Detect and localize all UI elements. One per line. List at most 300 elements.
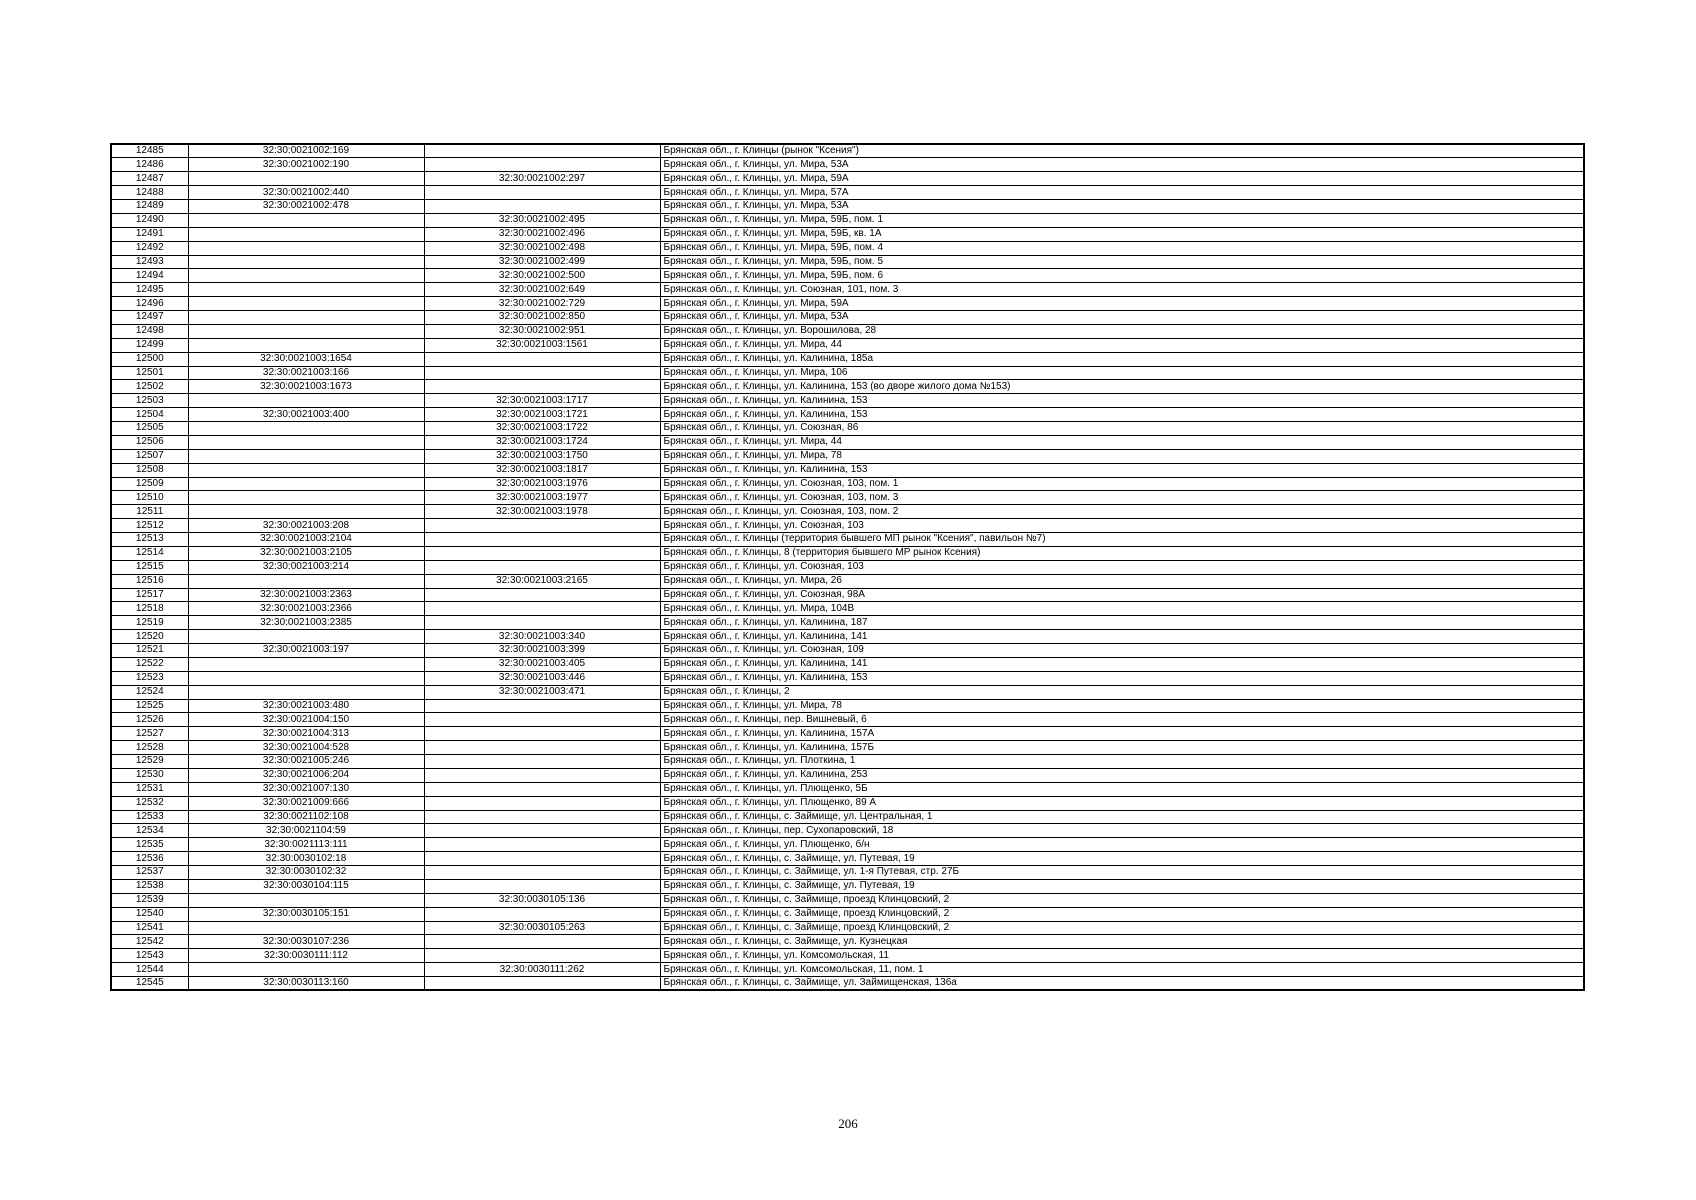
building-cadastral-number-cell: 32:30:0021003:1750 (424, 449, 660, 463)
building-cadastral-number-cell: 32:30:0021002:297 (424, 172, 660, 186)
address-cell: Брянская обл., г. Клинцы, с. Займище, ул. Займищенская, 136а (660, 977, 1584, 991)
address-cell: Брянская обл., г. Клинцы, ул. Мира, 53А (660, 311, 1584, 325)
table-row (111, 657, 1584, 671)
row-number-cell: 12524 (111, 685, 188, 699)
building-cadastral-number-cell: 32:30:0021003:1724 (424, 435, 660, 449)
row-number-cell: 12507 (111, 449, 188, 463)
address-cell: Брянская обл., г. Клинцы, ул. Мира, 59А (660, 172, 1584, 186)
table-row (111, 824, 1584, 838)
address-cell: Брянская обл., г. Клинцы, ул. Союзная, 103, пом. 3 (660, 491, 1584, 505)
cadastral-number-cell (188, 449, 424, 463)
address-cell: Брянская обл., г. Клинцы, с. Займище, ул. Путевая, 19 (660, 852, 1584, 866)
cadastral-number-cell (188, 422, 424, 436)
table-row (111, 227, 1584, 241)
cadastral-number-cell (188, 463, 424, 477)
address-cell: Брянская обл., г. Клинцы, ул. Мира, 59Б, кв. 1А (660, 227, 1584, 241)
row-number-cell: 12491 (111, 227, 188, 241)
building-cadastral-number-cell (424, 852, 660, 866)
cadastral-number-cell (188, 255, 424, 269)
address-cell: Брянская обл., г. Клинцы, ул. Комсомольская, 11, пом. 1 (660, 963, 1584, 977)
row-number-cell: 12499 (111, 338, 188, 352)
table-row (111, 755, 1584, 769)
building-cadastral-number-cell (424, 380, 660, 394)
row-number-cell: 12488 (111, 186, 188, 200)
row-number-cell: 12530 (111, 768, 188, 782)
address-cell: Брянская обл., г. Клинцы, с. Займище, ул. 1-я Путевая, стр. 27Б (660, 866, 1584, 880)
row-number-cell: 12538 (111, 879, 188, 893)
cadastral-number-cell: 32:30:0021003:197 (188, 644, 424, 658)
building-cadastral-number-cell: 32:30:0021003:1977 (424, 491, 660, 505)
cadastral-number-cell (188, 574, 424, 588)
cadastral-number-cell: 32:30:0021007:130 (188, 782, 424, 796)
row-number-cell: 12502 (111, 380, 188, 394)
row-number-cell: 12541 (111, 921, 188, 935)
cadastral-number-cell (188, 311, 424, 325)
building-cadastral-number-cell: 32:30:0021002:496 (424, 227, 660, 241)
building-cadastral-number-cell (424, 879, 660, 893)
table-row (111, 144, 1584, 158)
address-cell: Брянская обл., г. Клинцы, ул. Мира, 59А (660, 297, 1584, 311)
registry-table-body (111, 144, 1584, 990)
cadastral-number-cell (188, 491, 424, 505)
table-row (111, 699, 1584, 713)
cadastral-number-cell (188, 685, 424, 699)
cadastral-number-cell: 32:30:0021003:2105 (188, 546, 424, 560)
table-row (111, 338, 1584, 352)
cadastral-number-cell: 32:30:0021003:2385 (188, 616, 424, 630)
row-number-cell: 12485 (111, 144, 188, 158)
table-row (111, 630, 1584, 644)
table-row (111, 935, 1584, 949)
cadastral-number-cell: 32:30:0021003:2366 (188, 602, 424, 616)
building-cadastral-number-cell: 32:30:0021003:1817 (424, 463, 660, 477)
building-cadastral-number-cell: 32:30:0021002:500 (424, 269, 660, 283)
address-cell: Брянская обл., г. Клинцы (рынок "Ксения") (660, 144, 1584, 158)
row-number-cell: 12506 (111, 435, 188, 449)
building-cadastral-number-cell: 32:30:0021003:1561 (424, 338, 660, 352)
address-cell: Брянская обл., г. Клинцы, ул. Союзная, 103 (660, 519, 1584, 533)
address-cell: Брянская обл., г. Клинцы (территория бывшего МП рынок "Ксения", павильон №7) (660, 533, 1584, 547)
building-cadastral-number-cell: 32:30:0021003:1721 (424, 408, 660, 422)
building-cadastral-number-cell (424, 949, 660, 963)
address-cell: Брянская обл., г. Клинцы, ул. Калинина, 253 (660, 768, 1584, 782)
cadastral-number-cell (188, 283, 424, 297)
building-cadastral-number-cell (424, 158, 660, 172)
row-number-cell: 12520 (111, 630, 188, 644)
cadastral-number-cell: 32:30:0021003:480 (188, 699, 424, 713)
cadastral-number-cell: 32:30:0030102:18 (188, 852, 424, 866)
row-number-cell: 12529 (111, 755, 188, 769)
table-row (111, 352, 1584, 366)
address-cell: Брянская обл., г. Клинцы, ул. Мира, 44 (660, 338, 1584, 352)
row-number-cell: 12494 (111, 269, 188, 283)
table-row (111, 519, 1584, 533)
address-cell: Брянская обл., г. Клинцы, ул. Комсомольская, 11 (660, 949, 1584, 963)
cadastral-number-cell: 32:30:0030104:115 (188, 879, 424, 893)
building-cadastral-number-cell (424, 546, 660, 560)
cadastral-number-cell: 32:30:0021006:204 (188, 768, 424, 782)
table-row (111, 921, 1584, 935)
cadastral-number-cell: 32:30:0021003:1673 (188, 380, 424, 394)
table-row (111, 172, 1584, 186)
address-cell: Брянская обл., г. Клинцы, ул. Мира, 106 (660, 366, 1584, 380)
row-number-cell: 12543 (111, 949, 188, 963)
row-number-cell: 12496 (111, 297, 188, 311)
row-number-cell: 12522 (111, 657, 188, 671)
address-cell: Брянская обл., г. Клинцы, ул. Калинина, 153 (660, 671, 1584, 685)
cadastral-number-cell: 32:30:0021003:400 (188, 408, 424, 422)
cadastral-number-cell: 32:30:0030113:160 (188, 977, 424, 991)
table-row (111, 186, 1584, 200)
cadastral-number-cell: 32:30:0021002:190 (188, 158, 424, 172)
cadastral-number-cell (188, 269, 424, 283)
row-number-cell: 12511 (111, 505, 188, 519)
building-cadastral-number-cell: 32:30:0021002:729 (424, 297, 660, 311)
registry-table (110, 143, 1585, 991)
building-cadastral-number-cell: 32:30:0021003:1717 (424, 394, 660, 408)
row-number-cell: 12498 (111, 324, 188, 338)
row-number-cell: 12536 (111, 852, 188, 866)
cadastral-number-cell: 32:30:0021003:208 (188, 519, 424, 533)
row-number-cell: 12531 (111, 782, 188, 796)
building-cadastral-number-cell (424, 755, 660, 769)
table-row (111, 477, 1584, 491)
address-cell: Брянская обл., г. Клинцы, ул. Мира, 44 (660, 435, 1584, 449)
building-cadastral-number-cell (424, 727, 660, 741)
table-row (111, 283, 1584, 297)
table-row (111, 491, 1584, 505)
address-cell: Брянская обл., г. Клинцы, ул. Мира, 57А (660, 186, 1584, 200)
building-cadastral-number-cell: 32:30:0021002:649 (424, 283, 660, 297)
address-cell: Брянская обл., г. Клинцы, ул. Калинина, 153 (во дворе жилого дома №153) (660, 380, 1584, 394)
building-cadastral-number-cell (424, 602, 660, 616)
building-cadastral-number-cell: 32:30:0030111:262 (424, 963, 660, 977)
table-row (111, 949, 1584, 963)
cadastral-number-cell (188, 657, 424, 671)
row-number-cell: 12517 (111, 588, 188, 602)
address-cell: Брянская обл., г. Клинцы, 8 (территория бывшего МР рынок Ксения) (660, 546, 1584, 560)
row-number-cell: 12539 (111, 893, 188, 907)
building-cadastral-number-cell: 32:30:0021003:471 (424, 685, 660, 699)
table-row (111, 852, 1584, 866)
row-number-cell: 12518 (111, 602, 188, 616)
address-cell: Брянская обл., г. Клинцы, ул. Ворошилова, 28 (660, 324, 1584, 338)
table-row (111, 893, 1584, 907)
table-row (111, 713, 1584, 727)
address-cell: Брянская обл., г. Клинцы, с. Займище, проезд Клинцовский, 2 (660, 893, 1584, 907)
row-number-cell: 12540 (111, 907, 188, 921)
building-cadastral-number-cell (424, 519, 660, 533)
cadastral-number-cell (188, 227, 424, 241)
address-cell: Брянская обл., г. Клинцы, ул. Мира, 26 (660, 574, 1584, 588)
cadastral-number-cell: 32:30:0030105:151 (188, 907, 424, 921)
table-row (111, 977, 1584, 991)
address-cell: Брянская обл., г. Клинцы, ул. Мира, 78 (660, 449, 1584, 463)
building-cadastral-number-cell (424, 588, 660, 602)
cadastral-number-cell (188, 630, 424, 644)
row-number-cell: 12533 (111, 810, 188, 824)
building-cadastral-number-cell (424, 782, 660, 796)
cadastral-number-cell (188, 435, 424, 449)
table-row (111, 200, 1584, 214)
row-number-cell: 12534 (111, 824, 188, 838)
table-row (111, 685, 1584, 699)
row-number-cell: 12527 (111, 727, 188, 741)
table-row (111, 879, 1584, 893)
cadastral-number-cell (188, 963, 424, 977)
address-cell: Брянская обл., г. Клинцы, ул. Плющенко, 5Б (660, 782, 1584, 796)
address-cell: Брянская обл., г. Клинцы, с. Займище, ул. Путевая, 19 (660, 879, 1584, 893)
address-cell: Брянская обл., г. Клинцы, ул. Калинина, 157Б (660, 741, 1584, 755)
table-row (111, 463, 1584, 477)
address-cell: Брянская обл., г. Клинцы, ул. Калинина, 157А (660, 727, 1584, 741)
cadastral-number-cell (188, 505, 424, 519)
address-cell: Брянская обл., г. Клинцы, ул. Калинина, 153 (660, 394, 1584, 408)
address-cell: Брянская обл., г. Клинцы, ул. Мира, 104В (660, 602, 1584, 616)
cadastral-number-cell: 32:30:0021002:478 (188, 200, 424, 214)
building-cadastral-number-cell: 32:30:0030105:263 (424, 921, 660, 935)
table-row (111, 644, 1584, 658)
table-row (111, 366, 1584, 380)
row-number-cell: 12510 (111, 491, 188, 505)
building-cadastral-number-cell (424, 810, 660, 824)
address-cell: Брянская обл., г. Клинцы, с. Займище, ул. Центральная, 1 (660, 810, 1584, 824)
row-number-cell: 12487 (111, 172, 188, 186)
building-cadastral-number-cell (424, 935, 660, 949)
cadastral-number-cell: 32:30:0021003:2104 (188, 533, 424, 547)
address-cell: Брянская обл., г. Клинцы, ул. Плющенко, б/н (660, 838, 1584, 852)
table-row (111, 505, 1584, 519)
row-number-cell: 12492 (111, 241, 188, 255)
table-row (111, 671, 1584, 685)
table-row (111, 907, 1584, 921)
cadastral-number-cell (188, 297, 424, 311)
table-row (111, 241, 1584, 255)
cadastral-number-cell: 32:30:0021004:313 (188, 727, 424, 741)
address-cell: Брянская обл., г. Клинцы, ул. Калинина, 141 (660, 630, 1584, 644)
table-row (111, 269, 1584, 283)
cadastral-number-cell (188, 477, 424, 491)
table-row (111, 810, 1584, 824)
building-cadastral-number-cell (424, 866, 660, 880)
row-number-cell: 12525 (111, 699, 188, 713)
address-cell: Брянская обл., г. Клинцы, пер. Вишневый, 6 (660, 713, 1584, 727)
building-cadastral-number-cell: 32:30:0021002:498 (424, 241, 660, 255)
row-number-cell: 12526 (111, 713, 188, 727)
cadastral-number-cell (188, 241, 424, 255)
table-row (111, 588, 1584, 602)
row-number-cell: 12535 (111, 838, 188, 852)
cadastral-number-cell (188, 324, 424, 338)
table-row (111, 796, 1584, 810)
address-cell: Брянская обл., г. Клинцы, пер. Сухопаровский, 18 (660, 824, 1584, 838)
address-cell: Брянская обл., г. Клинцы, ул. Союзная, 103 (660, 560, 1584, 574)
address-cell: Брянская обл., г. Клинцы, ул. Мира, 78 (660, 699, 1584, 713)
cadastral-number-cell: 32:30:0030111:112 (188, 949, 424, 963)
building-cadastral-number-cell (424, 200, 660, 214)
address-cell: Брянская обл., г. Клинцы, ул. Мира, 53А (660, 158, 1584, 172)
building-cadastral-number-cell (424, 144, 660, 158)
row-number-cell: 12493 (111, 255, 188, 269)
address-cell: Брянская обл., г. Клинцы, ул. Мира, 53А (660, 200, 1584, 214)
building-cadastral-number-cell: 32:30:0030105:136 (424, 893, 660, 907)
address-cell: Брянская обл., г. Клинцы, с. Займище, проезд Клинцовский, 2 (660, 907, 1584, 921)
address-cell: Брянская обл., г. Клинцы, ул. Союзная, 86 (660, 422, 1584, 436)
address-cell: Брянская обл., г. Клинцы, ул. Союзная, 101, пом. 3 (660, 283, 1584, 297)
row-number-cell: 12508 (111, 463, 188, 477)
cadastral-number-cell: 32:30:0021113:111 (188, 838, 424, 852)
building-cadastral-number-cell (424, 186, 660, 200)
address-cell: Брянская обл., г. Клинцы, ул. Мира, 59Б, пом. 6 (660, 269, 1584, 283)
table-row (111, 380, 1584, 394)
cadastral-number-cell (188, 394, 424, 408)
row-number-cell: 12509 (111, 477, 188, 491)
cadastral-number-cell: 32:30:0021004:528 (188, 741, 424, 755)
address-cell: Брянская обл., г. Клинцы, ул. Союзная, 98А (660, 588, 1584, 602)
table-row (111, 422, 1584, 436)
row-number-cell: 12528 (111, 741, 188, 755)
table-row (111, 311, 1584, 325)
table-row (111, 435, 1584, 449)
address-cell: Брянская обл., г. Клинцы, ул. Союзная, 109 (660, 644, 1584, 658)
cadastral-number-cell: 32:30:0021009:666 (188, 796, 424, 810)
cadastral-number-cell (188, 338, 424, 352)
address-cell: Брянская обл., г. Клинцы, ул. Мира, 59Б, пом. 4 (660, 241, 1584, 255)
row-number-cell: 12505 (111, 422, 188, 436)
row-number-cell: 12503 (111, 394, 188, 408)
building-cadastral-number-cell: 32:30:0021002:951 (424, 324, 660, 338)
cadastral-number-cell: 32:30:0021003:166 (188, 366, 424, 380)
cadastral-number-cell (188, 172, 424, 186)
building-cadastral-number-cell (424, 824, 660, 838)
address-cell: Брянская обл., г. Клинцы, ул. Калинина, 187 (660, 616, 1584, 630)
row-number-cell: 12516 (111, 574, 188, 588)
building-cadastral-number-cell: 32:30:0021003:340 (424, 630, 660, 644)
row-number-cell: 12504 (111, 408, 188, 422)
row-number-cell: 12537 (111, 866, 188, 880)
building-cadastral-number-cell: 32:30:0021003:446 (424, 671, 660, 685)
table-row (111, 727, 1584, 741)
row-number-cell: 12490 (111, 213, 188, 227)
table-row (111, 408, 1584, 422)
row-number-cell: 12515 (111, 560, 188, 574)
building-cadastral-number-cell: 32:30:0021002:499 (424, 255, 660, 269)
building-cadastral-number-cell: 32:30:0021002:850 (424, 311, 660, 325)
row-number-cell: 12519 (111, 616, 188, 630)
address-cell: Брянская обл., г. Клинцы, с. Займище, проезд Клинцовский, 2 (660, 921, 1584, 935)
address-cell: Брянская обл., г. Клинцы, ул. Калинина, 153 (660, 408, 1584, 422)
cadastral-number-cell (188, 671, 424, 685)
cadastral-number-cell: 32:30:0021003:1654 (188, 352, 424, 366)
table-row (111, 963, 1584, 977)
row-number-cell: 12521 (111, 644, 188, 658)
table-row (111, 602, 1584, 616)
row-number-cell: 12544 (111, 963, 188, 977)
table-row (111, 574, 1584, 588)
cadastral-number-cell: 32:30:0021005:246 (188, 755, 424, 769)
address-cell: Брянская обл., г. Клинцы, ул. Мира, 59Б, пом. 1 (660, 213, 1584, 227)
building-cadastral-number-cell: 32:30:0021003:405 (424, 657, 660, 671)
cadastral-number-cell: 32:30:0030107:236 (188, 935, 424, 949)
cadastral-number-cell (188, 213, 424, 227)
table-row (111, 324, 1584, 338)
table-row (111, 782, 1584, 796)
building-cadastral-number-cell (424, 977, 660, 991)
building-cadastral-number-cell (424, 741, 660, 755)
cadastral-number-cell (188, 921, 424, 935)
address-cell: Брянская обл., г. Клинцы, ул. Калинина, 185а (660, 352, 1584, 366)
building-cadastral-number-cell (424, 352, 660, 366)
building-cadastral-number-cell: 32:30:0021003:1976 (424, 477, 660, 491)
table-row (111, 546, 1584, 560)
building-cadastral-number-cell: 32:30:0021002:495 (424, 213, 660, 227)
building-cadastral-number-cell (424, 907, 660, 921)
building-cadastral-number-cell (424, 699, 660, 713)
address-cell: Брянская обл., г. Клинцы, ул. Калинина, 141 (660, 657, 1584, 671)
cadastral-number-cell (188, 893, 424, 907)
row-number-cell: 12489 (111, 200, 188, 214)
table-row (111, 449, 1584, 463)
row-number-cell: 12514 (111, 546, 188, 560)
row-number-cell: 12523 (111, 671, 188, 685)
row-number-cell: 12501 (111, 366, 188, 380)
cadastral-number-cell: 32:30:0021104:59 (188, 824, 424, 838)
building-cadastral-number-cell: 32:30:0021003:399 (424, 644, 660, 658)
cadastral-number-cell: 32:30:0021003:214 (188, 560, 424, 574)
table-row (111, 213, 1584, 227)
table-row (111, 394, 1584, 408)
address-cell: Брянская обл., г. Клинцы, ул. Союзная, 103, пом. 1 (660, 477, 1584, 491)
row-number-cell: 12497 (111, 311, 188, 325)
row-number-cell: 12513 (111, 533, 188, 547)
row-number-cell: 12532 (111, 796, 188, 810)
row-number-cell: 12512 (111, 519, 188, 533)
building-cadastral-number-cell (424, 838, 660, 852)
cadastral-number-cell: 32:30:0030102:32 (188, 866, 424, 880)
table-row (111, 616, 1584, 630)
table-row (111, 866, 1584, 880)
row-number-cell: 12500 (111, 352, 188, 366)
building-cadastral-number-cell (424, 713, 660, 727)
table-row (111, 768, 1584, 782)
building-cadastral-number-cell (424, 796, 660, 810)
cadastral-number-cell: 32:30:0021002:169 (188, 144, 424, 158)
cadastral-number-cell: 32:30:0021002:440 (188, 186, 424, 200)
address-cell: Брянская обл., г. Клинцы, ул. Мира, 59Б, пом. 5 (660, 255, 1584, 269)
table-row (111, 741, 1584, 755)
address-cell: Брянская обл., г. Клинцы, ул. Союзная, 103, пом. 2 (660, 505, 1584, 519)
table-row (111, 533, 1584, 547)
building-cadastral-number-cell (424, 616, 660, 630)
row-number-cell: 12486 (111, 158, 188, 172)
building-cadastral-number-cell (424, 533, 660, 547)
row-number-cell: 12495 (111, 283, 188, 297)
building-cadastral-number-cell (424, 560, 660, 574)
row-number-cell: 12545 (111, 977, 188, 991)
table-row (111, 255, 1584, 269)
table-row (111, 560, 1584, 574)
address-cell: Брянская обл., г. Клинцы, 2 (660, 685, 1584, 699)
building-cadastral-number-cell (424, 768, 660, 782)
cadastral-number-cell: 32:30:0021004:150 (188, 713, 424, 727)
building-cadastral-number-cell (424, 366, 660, 380)
cadastral-number-cell: 32:30:0021102:108 (188, 810, 424, 824)
building-cadastral-number-cell: 32:30:0021003:2165 (424, 574, 660, 588)
row-number-cell: 12542 (111, 935, 188, 949)
table-row (111, 297, 1584, 311)
address-cell: Брянская обл., г. Клинцы, ул. Плоткина, 1 (660, 755, 1584, 769)
page-number: 206 (838, 1116, 858, 1131)
